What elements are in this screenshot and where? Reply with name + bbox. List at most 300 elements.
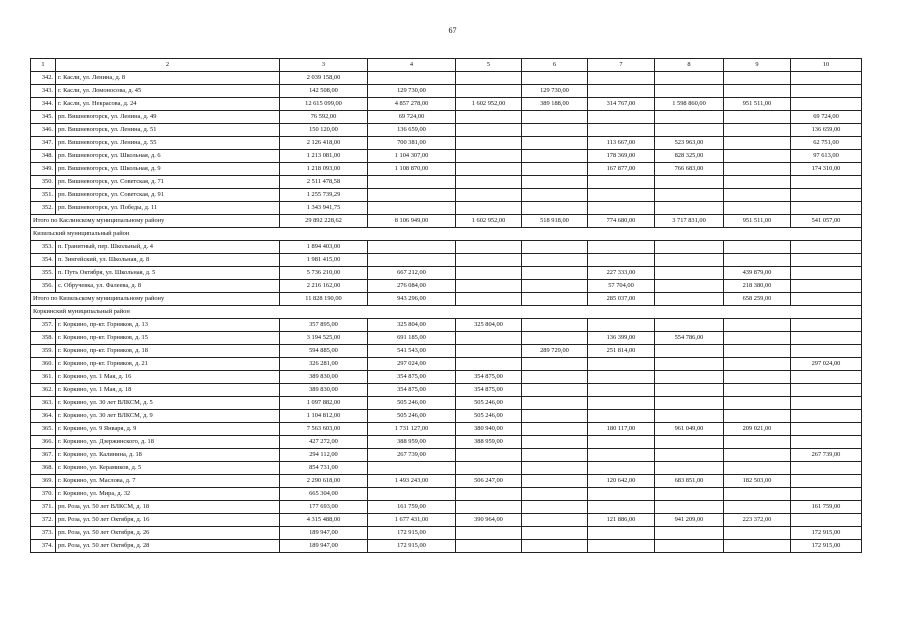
amount-cell: 951 511,00 xyxy=(724,98,791,111)
row-number: 359. xyxy=(31,345,56,358)
amount-cell xyxy=(588,202,655,215)
table-row xyxy=(31,163,862,176)
amount-cell: 177 693,00 xyxy=(280,501,368,514)
amount-cell xyxy=(655,254,724,267)
total-amount-cell: 541 057,00 xyxy=(791,215,862,228)
row-number: 371. xyxy=(31,501,56,514)
address-cell: г. Коркино, пр-кт. Горняков, д. 21 xyxy=(56,358,280,371)
amount-cell xyxy=(791,72,862,85)
amount-cell xyxy=(655,501,724,514)
total-amount-cell: 8 106 949,00 xyxy=(368,215,456,228)
amount-cell: 1 602 952,00 xyxy=(456,98,522,111)
row-number: 367. xyxy=(31,449,56,462)
table-row xyxy=(31,423,862,436)
amount-cell xyxy=(724,488,791,501)
address-cell: рп. Вишневогорск, ул. Ленина, д. 51 xyxy=(56,124,280,137)
amount-cell xyxy=(655,384,724,397)
total-amount-cell xyxy=(522,293,588,306)
table-row xyxy=(31,540,862,553)
amount-cell xyxy=(522,319,588,332)
amount-cell: 1 493 243,00 xyxy=(368,475,456,488)
address-cell: г. Касли, ул. Ломоносова, д. 45 xyxy=(56,85,280,98)
amount-cell xyxy=(791,202,862,215)
amount-cell xyxy=(588,254,655,267)
amount-cell: 142 508,00 xyxy=(280,85,368,98)
amount-cell: 1 343 941,75 xyxy=(280,202,368,215)
amount-cell xyxy=(522,540,588,553)
amount-cell xyxy=(791,475,862,488)
table-row xyxy=(31,176,862,189)
amount-cell xyxy=(588,527,655,540)
amount-cell xyxy=(655,72,724,85)
table-row xyxy=(31,410,862,423)
amount-cell xyxy=(724,345,791,358)
amount-cell: 1 598 860,00 xyxy=(655,98,724,111)
amount-cell: 172 915,00 xyxy=(791,540,862,553)
column-header: 6 xyxy=(522,59,588,72)
amount-cell: 223 372,00 xyxy=(724,514,791,527)
total-row xyxy=(31,215,862,228)
amount-cell: 854 731,00 xyxy=(280,462,368,475)
amount-cell xyxy=(791,410,862,423)
amount-cell: 76 592,00 xyxy=(280,111,368,124)
table-row xyxy=(31,345,862,358)
amount-cell xyxy=(724,111,791,124)
amount-cell xyxy=(368,241,456,254)
amount-cell xyxy=(368,176,456,189)
address-cell: с. Обручевка, ул. Фалеева, д. 8 xyxy=(56,280,280,293)
amount-cell xyxy=(724,332,791,345)
amount-cell: 136 659,00 xyxy=(368,124,456,137)
amount-cell xyxy=(724,72,791,85)
row-number: 358. xyxy=(31,332,56,345)
amount-cell: 1 218 093,00 xyxy=(280,163,368,176)
table-row xyxy=(31,462,862,475)
amount-cell xyxy=(522,137,588,150)
amount-cell xyxy=(522,475,588,488)
amount-cell xyxy=(368,488,456,501)
column-header: 10 xyxy=(791,59,862,72)
amount-cell xyxy=(456,137,522,150)
row-number: 361. xyxy=(31,371,56,384)
amount-cell: 189 947,00 xyxy=(280,540,368,553)
address-cell: г. Коркино, ул. 1 Мая, д. 16 xyxy=(56,371,280,384)
amount-cell xyxy=(791,254,862,267)
address-cell: п. Гранитный, пер. Школьный, д. 4 xyxy=(56,241,280,254)
amount-cell: 683 851,00 xyxy=(655,475,724,488)
total-amount-cell: 3 717 831,00 xyxy=(655,215,724,228)
amount-cell: 1 894 403,00 xyxy=(280,241,368,254)
amount-cell xyxy=(522,436,588,449)
section-title: Кизильский муниципальный район xyxy=(31,228,862,241)
amount-cell: 354 875,00 xyxy=(456,371,522,384)
table-row xyxy=(31,436,862,449)
amount-cell xyxy=(655,267,724,280)
address-cell: рп. Роза, ул. 50 лет Октября, д. 16 xyxy=(56,514,280,527)
amount-cell xyxy=(522,124,588,137)
table-row xyxy=(31,527,862,540)
amount-cell: 700 381,00 xyxy=(368,137,456,150)
column-header: 8 xyxy=(655,59,724,72)
amount-cell xyxy=(456,189,522,202)
row-number: 372. xyxy=(31,514,56,527)
amount-cell xyxy=(522,163,588,176)
amount-cell xyxy=(655,527,724,540)
amount-cell xyxy=(456,501,522,514)
address-cell: г. Коркино, ул. Мира, д. 32 xyxy=(56,488,280,501)
amount-cell xyxy=(791,332,862,345)
amount-cell xyxy=(522,384,588,397)
amount-cell: 505 246,00 xyxy=(456,410,522,423)
amount-cell xyxy=(522,397,588,410)
row-number: 365. xyxy=(31,423,56,436)
amount-cell xyxy=(588,397,655,410)
amount-cell: 2 511 478,58 xyxy=(280,176,368,189)
table-row xyxy=(31,111,862,124)
amount-cell xyxy=(724,189,791,202)
amount-cell xyxy=(456,202,522,215)
amount-cell xyxy=(456,358,522,371)
amount-cell xyxy=(588,488,655,501)
amount-cell: 505 246,00 xyxy=(456,397,522,410)
data-table xyxy=(30,58,862,553)
amount-cell: 388 959,00 xyxy=(456,436,522,449)
amount-cell xyxy=(724,150,791,163)
amount-cell: 297 024,00 xyxy=(791,358,862,371)
column-header: 4 xyxy=(368,59,456,72)
amount-cell xyxy=(655,176,724,189)
amount-cell: 354 875,00 xyxy=(368,371,456,384)
table-row xyxy=(31,72,862,85)
amount-cell xyxy=(791,514,862,527)
amount-cell xyxy=(791,189,862,202)
amount-cell xyxy=(456,540,522,553)
amount-cell xyxy=(456,332,522,345)
row-number: 345. xyxy=(31,111,56,124)
row-number: 370. xyxy=(31,488,56,501)
amount-cell xyxy=(522,423,588,436)
address-cell: рп. Роза, ул. 50 лет Октября, д. 26 xyxy=(56,527,280,540)
row-number: 342. xyxy=(31,72,56,85)
amount-cell xyxy=(456,462,522,475)
amount-cell xyxy=(368,202,456,215)
amount-cell: 167 877,00 xyxy=(588,163,655,176)
amount-cell xyxy=(368,72,456,85)
amount-cell xyxy=(588,501,655,514)
address-cell: рп. Вишневогорск, ул. Ленина, д. 55 xyxy=(56,137,280,150)
amount-cell xyxy=(791,241,862,254)
amount-cell xyxy=(791,436,862,449)
amount-cell xyxy=(522,150,588,163)
amount-cell xyxy=(522,358,588,371)
amount-cell: 267 739,00 xyxy=(368,449,456,462)
row-number: 356. xyxy=(31,280,56,293)
amount-cell: 325 804,00 xyxy=(368,319,456,332)
page-number: 67 xyxy=(448,26,457,35)
amount-cell: 1 097 882,00 xyxy=(280,397,368,410)
amount-cell xyxy=(791,423,862,436)
table-row xyxy=(31,241,862,254)
amount-cell: 389 830,00 xyxy=(280,384,368,397)
total-amount-cell xyxy=(655,293,724,306)
amount-cell: 218 380,00 xyxy=(724,280,791,293)
total-label: Итого по Каслинскому муниципальному району xyxy=(31,215,280,228)
amount-cell xyxy=(522,488,588,501)
row-number: 368. xyxy=(31,462,56,475)
amount-cell xyxy=(588,462,655,475)
address-cell: г. Коркино, ул. Калинина, д. 18 xyxy=(56,449,280,462)
amount-cell xyxy=(791,85,862,98)
amount-cell: 121 886,00 xyxy=(588,514,655,527)
total-amount-cell: 518 918,00 xyxy=(522,215,588,228)
amount-cell xyxy=(655,124,724,137)
amount-cell xyxy=(791,384,862,397)
amount-cell xyxy=(456,85,522,98)
amount-cell: 388 959,00 xyxy=(368,436,456,449)
table-row xyxy=(31,202,862,215)
table-row xyxy=(31,150,862,163)
amount-cell xyxy=(655,436,724,449)
amount-cell xyxy=(368,462,456,475)
amount-cell: 505 246,00 xyxy=(368,410,456,423)
amount-cell: 174 310,00 xyxy=(791,163,862,176)
amount-cell xyxy=(522,410,588,423)
address-cell: рп. Вишневогорск, ул. Ленина, д. 49 xyxy=(56,111,280,124)
amount-cell: 325 804,00 xyxy=(456,319,522,332)
table-row xyxy=(31,501,862,514)
amount-cell xyxy=(522,501,588,514)
amount-cell xyxy=(522,202,588,215)
amount-cell xyxy=(791,462,862,475)
amount-cell: 7 563 603,00 xyxy=(280,423,368,436)
amount-cell xyxy=(522,449,588,462)
amount-cell: 357 895,00 xyxy=(280,319,368,332)
amount-cell: 136 399,00 xyxy=(588,332,655,345)
amount-cell: 427 272,00 xyxy=(280,436,368,449)
table-row xyxy=(31,514,862,527)
amount-cell: 12 615 099,00 xyxy=(280,98,368,111)
column-header: 2 xyxy=(56,59,280,72)
amount-cell xyxy=(368,189,456,202)
table-row xyxy=(31,332,862,345)
total-amount-cell: 943 296,00 xyxy=(368,293,456,306)
amount-cell: 97 613,00 xyxy=(791,150,862,163)
amount-cell xyxy=(456,124,522,137)
amount-cell: 389 830,00 xyxy=(280,371,368,384)
amount-cell xyxy=(724,176,791,189)
amount-cell: 828 325,00 xyxy=(655,150,724,163)
address-cell: п. Путь Октября, ул. Школьная, д. 5 xyxy=(56,267,280,280)
amount-cell: 380 940,00 xyxy=(456,423,522,436)
amount-cell xyxy=(655,189,724,202)
amount-cell: 766 683,00 xyxy=(655,163,724,176)
amount-cell xyxy=(655,371,724,384)
amount-cell: 523 963,00 xyxy=(655,137,724,150)
amount-cell xyxy=(724,358,791,371)
amount-cell: 57 704,00 xyxy=(588,280,655,293)
amount-cell xyxy=(791,371,862,384)
table-row xyxy=(31,397,862,410)
amount-cell xyxy=(724,436,791,449)
amount-cell xyxy=(588,176,655,189)
amount-cell: 182 503,00 xyxy=(724,475,791,488)
amount-cell xyxy=(456,254,522,267)
total-amount-cell xyxy=(791,293,862,306)
amount-cell xyxy=(724,163,791,176)
amount-cell: 172 915,00 xyxy=(368,527,456,540)
total-amount-cell: 774 680,00 xyxy=(588,215,655,228)
amount-cell xyxy=(522,111,588,124)
amount-cell xyxy=(456,345,522,358)
amount-cell: 1 104 307,00 xyxy=(368,150,456,163)
amount-cell: 69 724,00 xyxy=(791,111,862,124)
amount-cell: 297 024,00 xyxy=(368,358,456,371)
amount-cell: 180 117,00 xyxy=(588,423,655,436)
amount-cell xyxy=(724,137,791,150)
amount-cell: 129 730,00 xyxy=(522,85,588,98)
amount-cell xyxy=(522,514,588,527)
total-row xyxy=(31,293,862,306)
row-number: 362. xyxy=(31,384,56,397)
amount-cell xyxy=(456,267,522,280)
amount-cell: 267 739,00 xyxy=(791,449,862,462)
amount-cell xyxy=(588,358,655,371)
address-cell: г. Коркино, ул. 30 лет ВЛКСМ, д. 5 xyxy=(56,397,280,410)
amount-cell xyxy=(588,124,655,137)
table-row xyxy=(31,384,862,397)
table-row xyxy=(31,124,862,137)
amount-cell: 62 751,00 xyxy=(791,137,862,150)
amount-cell: 294 112,00 xyxy=(280,449,368,462)
amount-cell xyxy=(522,332,588,345)
amount-cell: 172 915,00 xyxy=(368,540,456,553)
amount-cell xyxy=(588,410,655,423)
amount-cell xyxy=(456,150,522,163)
amount-cell xyxy=(791,488,862,501)
amount-cell: 554 786,00 xyxy=(655,332,724,345)
row-number: 374. xyxy=(31,540,56,553)
header-row xyxy=(31,59,862,72)
amount-cell xyxy=(588,371,655,384)
total-amount-cell: 658 259,00 xyxy=(724,293,791,306)
amount-cell xyxy=(522,241,588,254)
amount-cell: 209 021,00 xyxy=(724,423,791,436)
amount-cell xyxy=(368,254,456,267)
amount-cell xyxy=(588,449,655,462)
amount-cell xyxy=(456,163,522,176)
amount-cell: 439 879,00 xyxy=(724,267,791,280)
amount-cell: 314 767,00 xyxy=(588,98,655,111)
address-cell: рп. Вишневогорск, ул. Победы, д. 11 xyxy=(56,202,280,215)
amount-cell: 1 731 127,00 xyxy=(368,423,456,436)
amount-cell xyxy=(456,449,522,462)
amount-cell: 1 108 870,00 xyxy=(368,163,456,176)
row-number: 369. xyxy=(31,475,56,488)
amount-cell xyxy=(456,241,522,254)
amount-cell xyxy=(655,319,724,332)
row-number: 344. xyxy=(31,98,56,111)
amount-cell xyxy=(724,384,791,397)
amount-cell xyxy=(655,410,724,423)
row-number: 373. xyxy=(31,527,56,540)
amount-cell xyxy=(588,319,655,332)
amount-cell xyxy=(522,462,588,475)
amount-cell: 2 290 618,00 xyxy=(280,475,368,488)
row-number: 343. xyxy=(31,85,56,98)
row-number: 355. xyxy=(31,267,56,280)
amount-cell: 1 255 739,29 xyxy=(280,189,368,202)
amount-cell: 113 667,00 xyxy=(588,137,655,150)
address-cell: рп. Вишневогорск, ул. Советская, д. 71 xyxy=(56,176,280,189)
table-row xyxy=(31,371,862,384)
amount-cell: 541 543,00 xyxy=(368,345,456,358)
address-cell: г. Коркино, ул. Дзержинского, д. 18 xyxy=(56,436,280,449)
amount-cell xyxy=(522,267,588,280)
address-cell: г. Касли, ул. Некрасова, д. 24 xyxy=(56,98,280,111)
amount-cell xyxy=(588,85,655,98)
amount-cell xyxy=(655,111,724,124)
amount-cell xyxy=(655,449,724,462)
table-row xyxy=(31,488,862,501)
table-row xyxy=(31,98,862,111)
row-number: 360. xyxy=(31,358,56,371)
amount-cell: 251 814,00 xyxy=(588,345,655,358)
row-number: 364. xyxy=(31,410,56,423)
amount-cell xyxy=(522,72,588,85)
amount-cell: 161 759,00 xyxy=(368,501,456,514)
total-label: Итого по Кизильскому муниципальному району xyxy=(31,293,280,306)
amount-cell: 961 049,00 xyxy=(655,423,724,436)
table-row xyxy=(31,85,862,98)
row-number: 363. xyxy=(31,397,56,410)
column-header: 5 xyxy=(456,59,522,72)
amount-cell xyxy=(588,384,655,397)
amount-cell: 178 369,00 xyxy=(588,150,655,163)
address-cell: п. Зингейский, ул. Школьная, д. 8 xyxy=(56,254,280,267)
table-row xyxy=(31,137,862,150)
amount-cell: 69 724,00 xyxy=(368,111,456,124)
amount-cell xyxy=(522,189,588,202)
amount-cell: 289 729,00 xyxy=(522,345,588,358)
amount-cell: 120 642,00 xyxy=(588,475,655,488)
table-row xyxy=(31,280,862,293)
amount-cell xyxy=(724,241,791,254)
amount-cell: 665 304,00 xyxy=(280,488,368,501)
amount-cell: 161 759,00 xyxy=(791,501,862,514)
amount-cell: 1 213 081,00 xyxy=(280,150,368,163)
amount-cell xyxy=(724,254,791,267)
amount-cell xyxy=(724,85,791,98)
address-cell: г. Коркино, ул. 1 Мая, д. 18 xyxy=(56,384,280,397)
amount-cell xyxy=(588,111,655,124)
amount-cell xyxy=(791,98,862,111)
amount-cell xyxy=(456,111,522,124)
amount-cell: 189 947,00 xyxy=(280,527,368,540)
amount-cell xyxy=(724,501,791,514)
amount-cell xyxy=(522,527,588,540)
amount-cell xyxy=(655,280,724,293)
row-number: 348. xyxy=(31,150,56,163)
address-cell: г. Коркино, пр-кт. Горняков, д. 18 xyxy=(56,345,280,358)
row-number: 353. xyxy=(31,241,56,254)
total-amount-cell: 29 892 228,62 xyxy=(280,215,368,228)
row-number: 349. xyxy=(31,163,56,176)
amount-cell xyxy=(655,358,724,371)
column-header: 7 xyxy=(588,59,655,72)
amount-cell: 276 084,00 xyxy=(368,280,456,293)
total-amount-cell: 285 037,00 xyxy=(588,293,655,306)
total-amount-cell: 951 511,00 xyxy=(724,215,791,228)
